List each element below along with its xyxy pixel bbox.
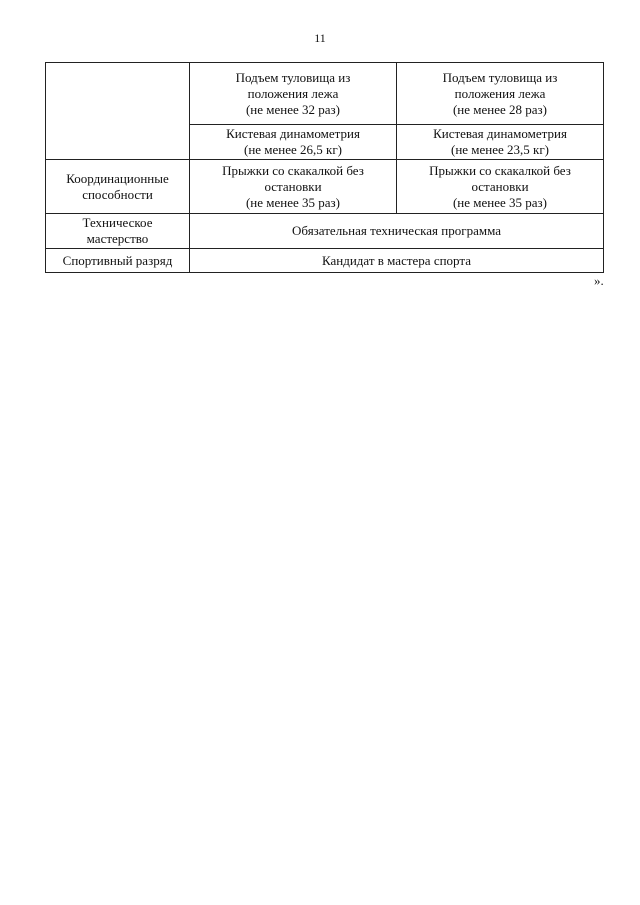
cell-line: остановки <box>264 178 322 194</box>
cell-line: мастерство <box>86 231 149 246</box>
cell-line: остановки <box>471 178 529 194</box>
merged-cell: Обязательная техническая программа <box>190 214 604 249</box>
merged-cell: Кандидат в мастера спорта <box>190 249 604 273</box>
cell-line: Прыжки со скакалкой без <box>222 162 364 178</box>
category-cell <box>46 214 190 249</box>
table-cell <box>397 160 604 214</box>
table-cell <box>397 63 604 125</box>
cell-line: (не менее 35 раз) <box>452 194 548 210</box>
norms-table <box>45 62 604 273</box>
table-cell <box>397 125 604 160</box>
table-cell <box>190 125 397 160</box>
cell-line: Подъем туловища из <box>235 69 351 85</box>
table-cell <box>190 160 397 214</box>
cell-line: (не менее 35 раз) <box>245 194 341 210</box>
category-cell <box>46 160 190 214</box>
cell-line: (не менее 28 раз) <box>452 101 548 117</box>
cell-line: Техническое <box>82 215 153 230</box>
category-cell-empty <box>46 63 190 160</box>
table-row <box>46 160 604 214</box>
cell-line: Координационные <box>66 170 169 186</box>
closing-quote: ». <box>594 273 604 288</box>
category-cell: Спортивный разряд <box>46 249 190 273</box>
cell-line: Кистевая динамометрия <box>226 126 360 141</box>
cell-line: (не менее 26,5 кг) <box>243 142 343 157</box>
cell-line: (не менее 32 раз) <box>245 101 341 117</box>
cell-line: способности <box>82 186 153 202</box>
table-row <box>46 63 604 125</box>
table-row <box>46 249 604 273</box>
cell-line: Прыжки со скакалкой без <box>429 162 571 178</box>
cell-line: (не менее 23,5 кг) <box>450 142 550 157</box>
cell-line: положения лежа <box>247 85 339 101</box>
cell-line: Кистевая динамометрия <box>433 126 567 141</box>
table-cell <box>190 63 397 125</box>
cell-line: положения лежа <box>454 85 546 101</box>
table-row <box>46 214 604 249</box>
page-number: 11 <box>314 31 326 45</box>
cell-line: Подъем туловища из <box>442 69 558 85</box>
